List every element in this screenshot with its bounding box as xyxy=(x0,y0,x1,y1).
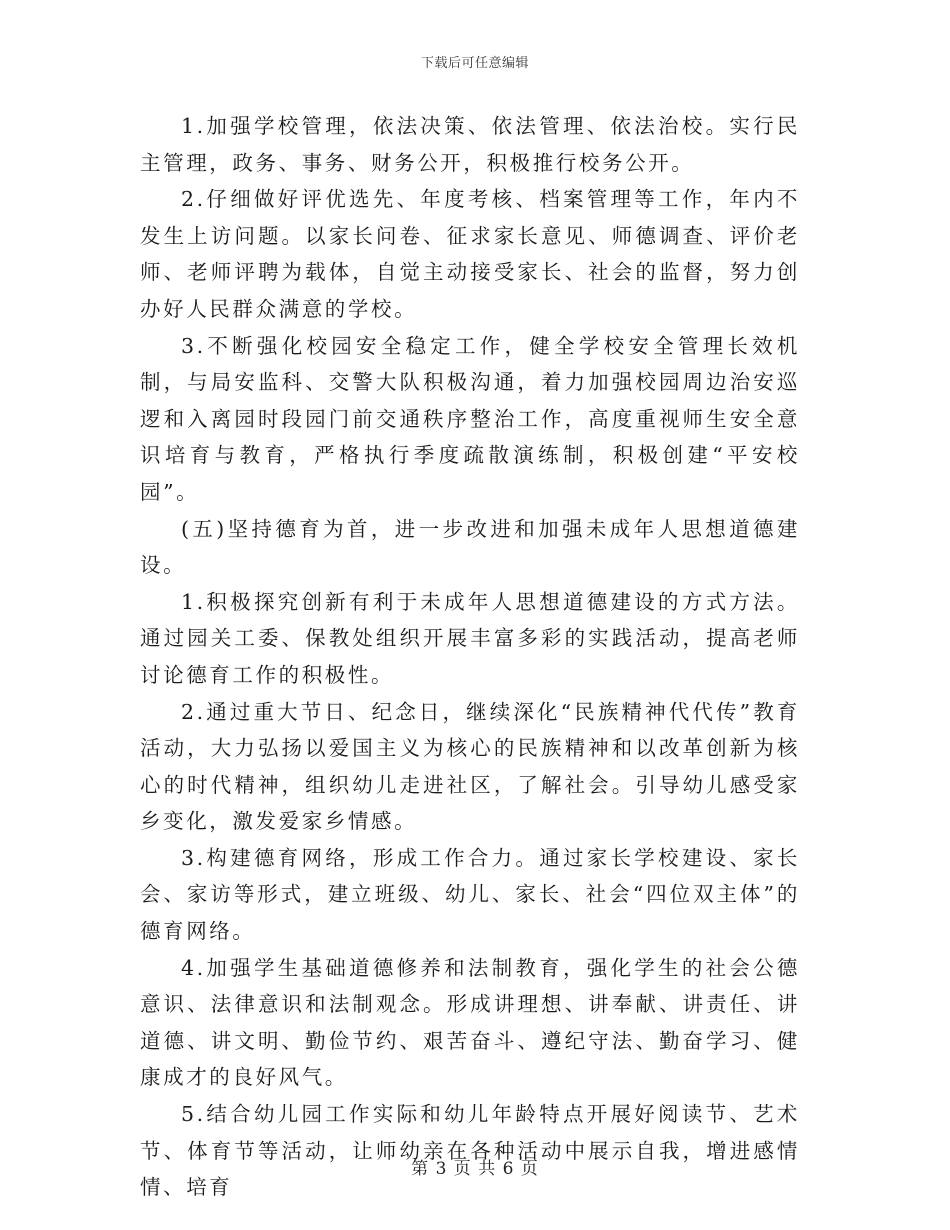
paragraph-2: 2.仔细做好评优选先、年度考核、档案管理等工作，年内不发生上访问题。以家长问卷、征求家长意见、师德调查、评价老师、老师评聘为载体，自觉主动接受家长、社会的监督，努力创办好人民群众满意的学校。 xyxy=(140,187,800,321)
paragraph-8: 5.结合幼儿园工作实际和幼儿年龄特点开展好阅读节、艺术节、体育节等活动，让师幼亲在各种活动中展示自我，增进感情情、培育 xyxy=(140,1102,800,1200)
paragraph-3: 3.不断强化校园安全稳定工作，健全学校安全管理长效机制，与局安监科、交警大队积极沟通，着力加强校园周边治安巡逻和入离园时段园门前交通秩序整治工作，高度重视师生安全意识培育与教育，严格执行季度疏散演练制，积极创建“平安校园”。 xyxy=(140,333,800,504)
section-heading: (五)坚持德育为首，进一步改进和加强未成年人思想道德建设。 xyxy=(140,516,800,578)
document-body xyxy=(140,108,800,1206)
paragraph-4: 1.积极探究创新有利于未成年人思想道德建设的方式方法。通过园关工委、保教处组织开展丰富多彩的实践活动，提高老师讨论德育工作的积极性。 xyxy=(140,589,800,687)
page-footer: 第 3 页 共 6 页 xyxy=(411,1159,539,1179)
paragraph-6: 3.构建德育网络，形成工作合力。通过家长学校建设、家长会、家访等形式，建立班级、幼儿、家长、社会“四位双主体”的德育网络。 xyxy=(140,845,800,944)
paragraph-7: 4.加强学生基础道德修养和法制教育，强化学生的社会公德意识、法律意识和法制观念。形成讲理想、讲奉献、讲责任、讲道德、讲文明、勤俭节约、艰苦奋斗、遵纪守法、勤奋学习、健康成才的良好风气。 xyxy=(140,955,800,1090)
paragraph-1: 1.加强学校管理，依法决策、依法管理、依法治校。实行民主管理，政务、事务、财务公开，积极推行校务公开。 xyxy=(140,114,800,175)
page-header: 下载后可任意编辑 xyxy=(420,56,529,71)
paragraph-5: 2.通过重大节日、纪念日，继续深化“民族精神代代传”教育活动，大力弘扬以爱国主义为核心的民族精神和以改革创新为核心的时代精神，组织幼儿走进社区，了解社会。引导幼儿感受家乡变化，激发爱家乡情感。 xyxy=(140,699,800,834)
